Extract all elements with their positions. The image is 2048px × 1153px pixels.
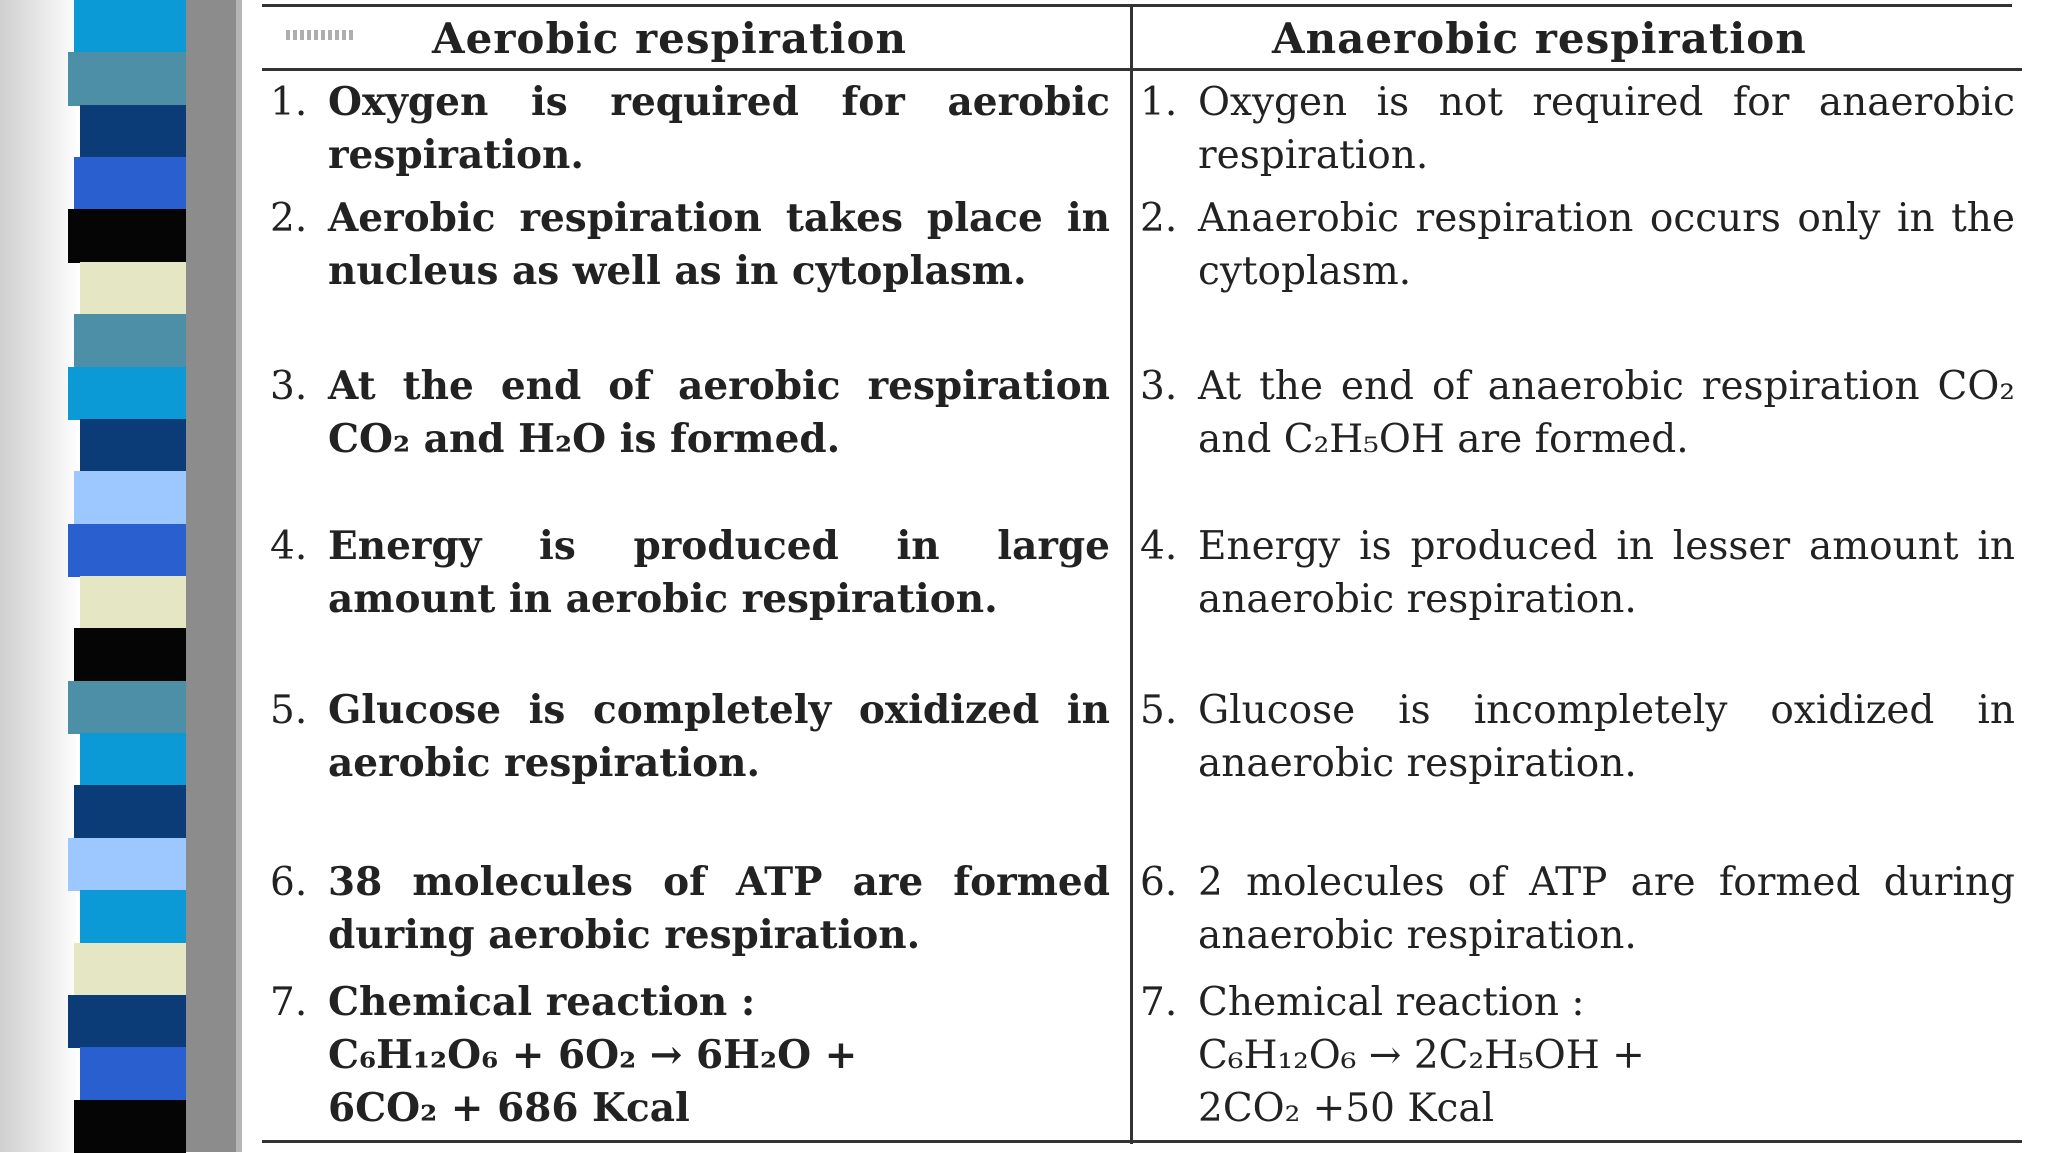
color-stripe xyxy=(68,524,186,577)
color-stripe xyxy=(74,1100,186,1153)
color-stripe xyxy=(68,681,186,734)
header-rule xyxy=(262,68,2022,71)
formula-line-2: 2CO₂ +50 Kcal xyxy=(1198,1086,1495,1131)
color-stripe xyxy=(74,471,186,524)
table-row-1-aerobic xyxy=(270,76,1110,182)
table-row-3-anaerobic xyxy=(1140,360,2015,466)
cell-text: Glucose is incompletely oxidized in anaerobic respiration. xyxy=(1198,688,2015,786)
cell-text: Oxygen is not required for anaerobic respiration. xyxy=(1198,80,2015,178)
cell-text: Anaerobic respiration occurs only in the cytoplasm. xyxy=(1198,196,2015,294)
color-stripe xyxy=(80,419,186,472)
row-number: 1. xyxy=(270,80,308,125)
color-stripe xyxy=(68,52,186,105)
table-top-rule xyxy=(262,4,2012,7)
row-number: 2. xyxy=(1140,196,1178,241)
header-anaerobic: Anaerobic respiration xyxy=(1272,14,1807,63)
color-stripe xyxy=(80,1047,186,1100)
formula-line-2: 6CO₂ + 686 Kcal xyxy=(328,1085,690,1131)
table-row-1-anaerobic xyxy=(1140,76,2015,182)
row-number: 3. xyxy=(270,364,308,409)
color-stripe xyxy=(74,0,186,53)
color-stripe xyxy=(74,314,186,367)
table-row-6-aerobic xyxy=(270,856,1110,962)
cell-text: Energy is produced in large amount in aerobic respiration. xyxy=(328,523,1110,622)
color-stripe xyxy=(68,367,186,420)
table-row-2-anaerobic xyxy=(1140,192,2015,298)
color-stripe xyxy=(80,576,186,629)
cell-text: Aerobic respiration takes place in nucleus as well as in cytoplasm. xyxy=(328,195,1110,294)
row-number: 1. xyxy=(1140,80,1178,125)
formula-line-1: C₆H₁₂O₆ → 2C₂H₅OH + xyxy=(1198,1033,1645,1078)
table-row-4-anaerobic xyxy=(1140,520,2015,626)
color-stripe xyxy=(80,262,186,315)
table-row-2-aerobic xyxy=(270,192,1110,298)
gray-bar-decoration xyxy=(186,0,242,1152)
row-number: 6. xyxy=(270,860,308,905)
cell-text: Energy is produced in lesser amount in anaerobic respiration. xyxy=(1198,524,2015,622)
scan-mark-decoration xyxy=(286,30,356,40)
color-stripe xyxy=(68,995,186,1048)
table-row-5-anaerobic xyxy=(1140,684,2015,790)
table-row-7-anaerobic xyxy=(1140,976,2015,1135)
cell-text: 2 molecules of ATP are formed during anaerobic respiration. xyxy=(1198,860,2015,958)
table-bottom-rule xyxy=(262,1140,2022,1143)
table-row-5-aerobic xyxy=(270,684,1110,790)
comparison-table xyxy=(262,4,2022,1144)
row-number: 4. xyxy=(270,524,308,569)
color-stripe xyxy=(68,838,186,891)
color-stripe xyxy=(80,733,186,786)
color-stripe xyxy=(74,628,186,681)
row-number: 6. xyxy=(1140,860,1178,905)
row-number: 7. xyxy=(270,980,308,1025)
cell-text: Chemical reaction : xyxy=(1198,980,1585,1025)
cell-text: At the end of anaerobic respiration CO₂ and C₂H₅OH are formed. xyxy=(1198,364,2015,462)
color-stripe xyxy=(74,785,186,838)
color-stripe xyxy=(74,943,186,996)
row-number: 5. xyxy=(1140,688,1178,733)
formula-line-1: C₆H₁₂O₆ + 6O₂ → 6H₂O + xyxy=(328,1032,858,1078)
row-number: 4. xyxy=(1140,524,1178,569)
table-row-3-aerobic xyxy=(270,360,1110,466)
cell-text: Oxygen is required for aerobic respiration. xyxy=(328,79,1110,178)
color-stripe xyxy=(74,157,186,210)
column-divider xyxy=(1130,4,1133,1144)
cell-text: Chemical reaction : xyxy=(328,979,756,1025)
color-stripe xyxy=(68,209,186,262)
color-stripe xyxy=(80,105,186,158)
cell-text: Glucose is completely oxidized in aerobic respiration. xyxy=(328,687,1110,786)
cell-text: 38 molecules of ATP are formed during aerobic respiration. xyxy=(328,859,1110,958)
row-number: 5. xyxy=(270,688,308,733)
cell-text: At the end of aerobic respiration CO₂ and H₂O is formed. xyxy=(328,363,1110,462)
color-stripe xyxy=(80,890,186,943)
table-row-4-aerobic xyxy=(270,520,1110,626)
color-stripe-decoration xyxy=(68,0,186,1152)
table-row-6-anaerobic xyxy=(1140,856,2015,962)
row-number: 7. xyxy=(1140,980,1178,1025)
header-aerobic: Aerobic respiration xyxy=(432,14,908,63)
table-row-7-aerobic xyxy=(270,976,1110,1135)
gray-bar-edge-decoration xyxy=(236,0,242,1152)
row-number: 2. xyxy=(270,196,308,241)
row-number: 3. xyxy=(1140,364,1178,409)
